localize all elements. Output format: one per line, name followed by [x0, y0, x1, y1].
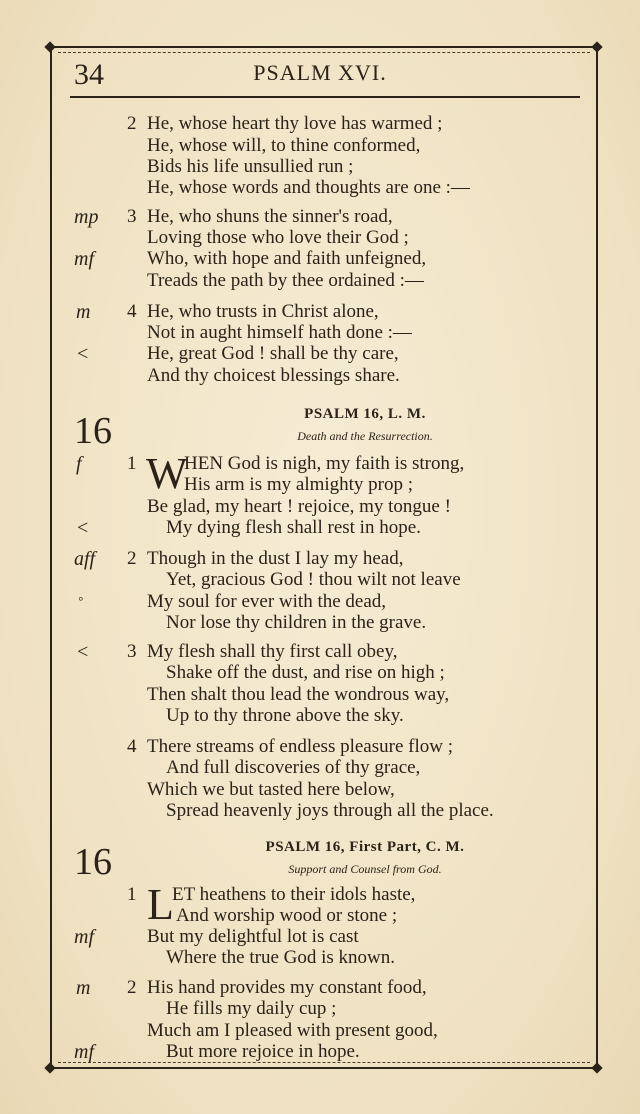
- verse-line: Loving those who love their God ;: [147, 227, 409, 248]
- verse-line: Then shalt thou lead the wondrous way,: [147, 684, 450, 705]
- hymn-subtitle: Support and Counsel from God.: [288, 862, 442, 876]
- verse-line: Though in the dust I lay my head,: [147, 548, 404, 569]
- frame-bottom-ornament: [58, 1062, 590, 1063]
- verse-line: He, whose will, to thine conformed,: [147, 135, 421, 156]
- verse-number: 2: [127, 548, 137, 569]
- verse-line: And worship wood or stone ;: [176, 905, 398, 926]
- verse-line: And thy choicest blessings share.: [147, 365, 400, 386]
- verse-line: Up to thy throne above the sky.: [166, 705, 404, 726]
- dynamic-marking: mp: [74, 206, 99, 228]
- dynamic-marking: mf: [74, 248, 94, 270]
- verse-line: Treads the path by thee ordained :—: [147, 270, 424, 291]
- verse-line: Where the true God is known.: [166, 947, 395, 968]
- verse-line: Shake off the dust, and rise on high ;: [166, 662, 445, 683]
- dynamic-marking: mf: [74, 926, 94, 948]
- crescendo-marking: <: [77, 641, 89, 663]
- verse-line: My dying flesh shall rest in hope.: [166, 517, 421, 538]
- crescendo-marking: <: [77, 517, 89, 539]
- dot-marking: °: [78, 594, 83, 608]
- verse-number: 2: [127, 113, 137, 134]
- verse-line: But my delightful lot is cast: [147, 926, 359, 947]
- verse-number: 3: [127, 641, 137, 662]
- hymn-title: PSALM 16, L. M.: [304, 406, 426, 422]
- verse-line: Nor lose thy children in the grave.: [166, 612, 427, 633]
- dynamic-marking: m: [76, 301, 91, 323]
- verse-number: 4: [127, 736, 137, 757]
- running-head: PSALM XVI.: [253, 60, 387, 85]
- verse-number: 4: [127, 301, 137, 322]
- verse-number: 3: [127, 206, 137, 227]
- hymn-number: 16: [74, 841, 112, 883]
- frame-bottom-rule: [50, 1067, 598, 1069]
- verse-line: My flesh shall thy first call obey,: [147, 641, 398, 662]
- verse-line: ET heathens to their idols haste,: [172, 884, 416, 905]
- verse-line: My soul for ever with the dead,: [147, 591, 387, 612]
- verse-line: Spread heavenly joys through all the place.: [166, 800, 494, 821]
- verse-line: Bids his life unsullied run ;: [147, 156, 354, 177]
- verse-line: He, who shuns the sinner's road,: [147, 206, 393, 227]
- dynamic-marking: f: [76, 453, 82, 475]
- frame-top-rule: [50, 46, 598, 48]
- dynamic-marking: aff: [74, 548, 96, 570]
- verse-line: Who, with hope and faith unfeigned,: [147, 248, 427, 269]
- verse-line: Which we but tasted here below,: [147, 779, 395, 800]
- verse-line: He, who trusts in Christ alone,: [147, 301, 379, 322]
- page-number: 34: [74, 58, 104, 91]
- verse-line: Not in aught himself hath done :—: [147, 322, 412, 343]
- verse-line: Be glad, my heart ! rejoice, my tongue !: [147, 496, 451, 517]
- hymn-title: PSALM 16, First Part, C. M.: [265, 839, 465, 855]
- verse-line: But more rejoice in hope.: [166, 1041, 360, 1062]
- verse-line: He, whose heart thy love has warmed ;: [147, 113, 443, 134]
- verse-line: There streams of endless pleasure flow ;: [147, 736, 454, 757]
- verse-number: 1: [127, 453, 137, 474]
- frame-right-rule: [596, 46, 598, 1069]
- verse-number: 2: [127, 977, 137, 998]
- verse-line: And full discoveries of thy grace,: [166, 757, 421, 778]
- verse-line: Much am I pleased with present good,: [147, 1020, 438, 1041]
- verse-line: His arm is my almighty prop ;: [184, 474, 414, 495]
- drop-cap: W: [146, 449, 188, 498]
- drop-cap: L: [147, 880, 174, 929]
- verse-line: Yet, gracious God ! thou wilt not leave: [166, 569, 461, 590]
- verse-line: He, whose words and thoughts are one :—: [147, 177, 470, 198]
- crescendo-marking: <: [77, 343, 89, 365]
- hymn-subtitle: Death and the Resurrection.: [297, 429, 433, 443]
- verse-line: His hand provides my constant food,: [147, 977, 427, 998]
- dynamic-marking: m: [76, 977, 91, 999]
- frame-top-ornament: [58, 52, 590, 53]
- verse-number: 1: [127, 884, 137, 905]
- hymn-number: 16: [74, 410, 112, 452]
- frame-left-rule: [50, 46, 52, 1069]
- dynamic-marking: mf: [74, 1041, 94, 1063]
- verse-line: HEN God is nigh, my faith is strong,: [184, 453, 465, 474]
- verse-line: He fills my daily cup ;: [166, 998, 337, 1019]
- verse-line: He, great God ! shall be thy care,: [147, 343, 399, 364]
- header-rule: [70, 96, 580, 98]
